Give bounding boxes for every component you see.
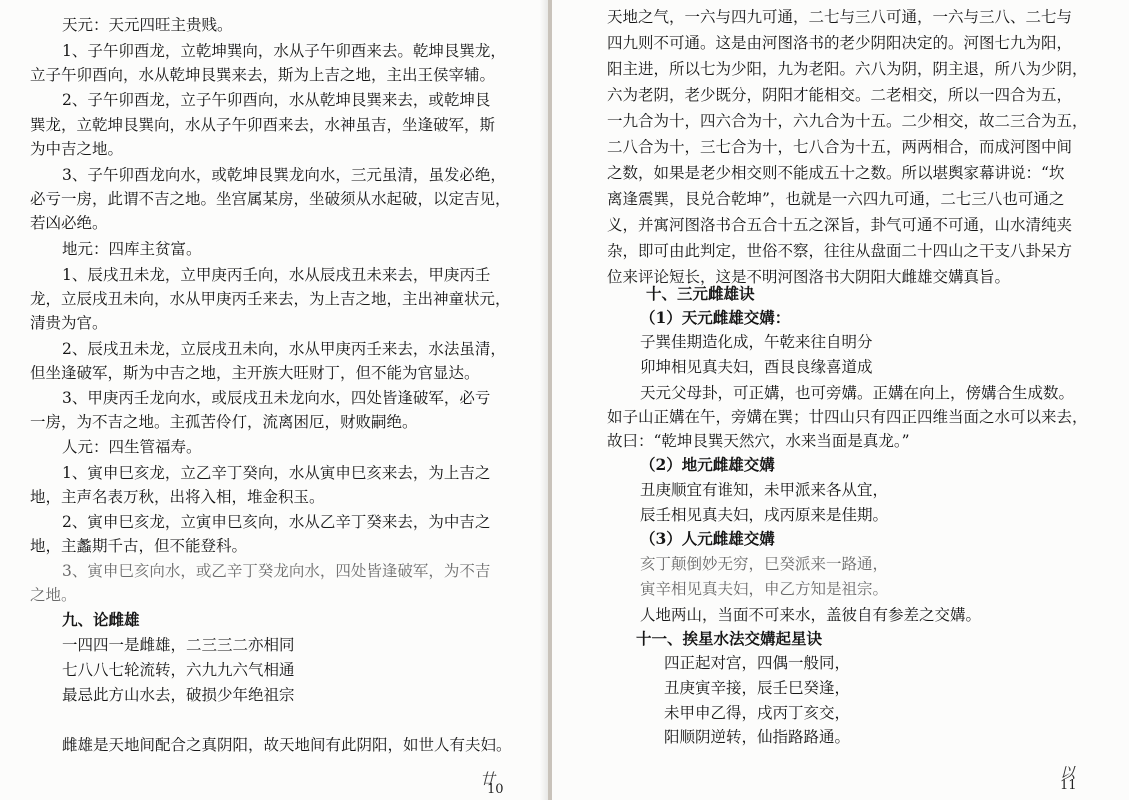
text-line: 离逢震巽，艮兑合乾坤”，也就是一六四九可通，二七三八也可通之 <box>607 190 1065 208</box>
subsection-heading: （1）天元雌雄交媾： <box>640 308 791 327</box>
text-line: 杂，即可由此判定，世俗不察，往往从盘面二十四山之干支八卦呆方 <box>607 242 1073 260</box>
handwritten-mark: 以 <box>1060 764 1076 782</box>
verse-line: 辰壬相见真夫妇，戌丙原来是佳期。 <box>640 506 889 524</box>
subsection-heading: （3）人元雌雄交媾 <box>640 529 775 548</box>
verse-line: 丑庚顺宜有谁知，未甲派来各从宜， <box>640 481 889 499</box>
text-line: 1、辰戌丑未龙，立甲庚丙壬向，水从辰戌丑未来去，甲庚丙壬 <box>62 266 491 284</box>
text-line: 之地。 <box>30 586 77 604</box>
text-line: 1、子午卯酉龙，立乾坤巽向，水从子午卯酉来去。乾坤艮巽龙， <box>62 42 506 60</box>
verse-line: 寅辛相见真夫妇，申乙方知是祖宗。 <box>640 580 889 598</box>
text-line: 一房，为不吉之地。主孤苦伶仃，流离困厄，财败嗣绝。 <box>30 413 418 431</box>
handwritten-mark: 廿 <box>480 770 496 788</box>
text-line: 二八合为十，三七合为十，七八合为十五，两两相合，而成河图中间 <box>607 138 1073 156</box>
text-line: 一九合为十，四六合为十，六九合为十五。二少相交，故二三合为五， <box>607 112 1088 130</box>
text-line: 如子山正媾在午，旁媾在巽；廿四山只有四正四维当面之水可以来去， <box>607 408 1088 426</box>
gutter-shadow <box>540 0 548 800</box>
chapter-heading: 十一、挨星水法交媾起星诀 <box>636 629 823 648</box>
text-line: 人地两山，当面不可来水，盖彼自有参差之交媾。 <box>640 606 982 624</box>
page-number: 10 <box>487 782 504 797</box>
verse-line: 未甲申乙得，戌丙丁亥交， <box>664 704 851 722</box>
text-line: 天地之气，一六与四九可通，二七与三八可通，一六与三八、二七与 <box>607 8 1073 26</box>
text-line: 清贵为官。 <box>30 314 108 332</box>
chapter-heading: 九、论雌雄 <box>62 610 140 629</box>
text-line: 立子午卯酉向，水从乾坤艮巽来去，斯为上吉之地，主出王侯宰辅。 <box>30 66 496 84</box>
text-line: 阳主进，所以七为少阳，九为老阳。六八为阴，阴主退，所八为少阴， <box>607 60 1088 78</box>
text-line: 四九则不可通。这是由河图洛书的老少阴阳决定的。河图七九为阳， <box>607 34 1073 52</box>
chapter-heading: 十、三元雌雄诀 <box>646 284 755 303</box>
text-line: 雌雄是天地间配合之真阴阳，故天地间有此阴阳，如世人有夫妇。 <box>62 736 512 754</box>
section-heading: 人元：四生管福寿。 <box>62 438 202 456</box>
left-page <box>0 0 548 800</box>
text-line: 2、寅申巳亥龙，立寅申巳亥向，水从乙辛丁癸来去，为中吉之 <box>62 513 491 531</box>
text-line: 必亏一房，此谓不吉之地。坐宫属某房，坐破须从水起破，以定吉见， <box>30 190 511 208</box>
text-line: 六为老阴，老少既分，阴阳才能相交。二老相交，所以一四合为五， <box>607 86 1073 104</box>
page-number: 11 <box>1060 778 1077 793</box>
text-line: 2、辰戌丑未龙，立辰戌丑未向，水从甲庚丙壬来去，水法虽清， <box>62 340 506 358</box>
text-line: 位来评论短长，这是不明河图洛书大阴阳大雌雄交媾真旨。 <box>607 268 1011 286</box>
verse-line: 一四四一是雌雄，二三三二亦相同 <box>62 636 295 654</box>
right-page <box>552 0 1129 800</box>
verse-line: 最忌此方山水去，破损少年绝祖宗 <box>62 686 295 704</box>
verse-line: 四正起对宫，四偶一般同， <box>664 654 851 672</box>
text-line: 但坐逢破军，斯为中吉之地，主开族大旺财丁，但不能为官显达。 <box>30 364 480 382</box>
text-line: 巽龙，立乾坤艮巽向，水从子午卯酉来去，水神虽吉，坐逢破军，斯 <box>30 116 496 134</box>
text-line: 3、寅申巳亥向水，或乙辛丁癸龙向水，四处皆逢破军，为不吉 <box>62 562 491 580</box>
text-line: 天元：天元四旺主贵贱。 <box>62 16 233 34</box>
text-line: 1、寅申巳亥龙，立乙辛丁癸向，水从寅申巳亥来去，为上吉之 <box>62 464 491 482</box>
subsection-heading: （2）地元雌雄交媾 <box>640 455 775 474</box>
text-line: 若凶必绝。 <box>30 214 108 232</box>
verse-line: 亥丁颠倒妙无穷，巳癸派来一路通， <box>640 555 889 573</box>
text-line: 天元父母卦，可正媾，也可旁媾。正媾在向上，傍媾合生成数。 <box>640 384 1075 402</box>
verse-line: 子巽佳期造化成，午乾来往自明分 <box>640 333 873 351</box>
text-line: 2、子午卯酉龙，立子午卯酉向，水从乾坤艮巽来去，或乾坤艮 <box>62 91 491 109</box>
verse-line: 卯坤相见真夫妇，酉艮良缘喜道成 <box>640 358 873 376</box>
text-line: 之数，如果是老少相交则不能成五十之数。所以堪舆家幕讲说：“坎 <box>607 164 1065 182</box>
text-line: 故曰：“乾坤艮巽天然穴，水来当面是真龙。” <box>607 432 910 450</box>
text-line: 龙，立辰戌丑未向，水从甲庚丙壬来去，为上吉之地，主出神童状元， <box>30 290 511 308</box>
text-line: 3、子午卯酉龙向水，或乾坤艮巽龙向水，三元虽清，虽发必绝， <box>62 166 506 184</box>
text-line: 地，主声名表万秋，出将入相，堆金积玉。 <box>30 488 325 506</box>
text-line: 为中吉之地。 <box>30 140 124 158</box>
text-line: 地，主蠡期千古，但不能登科。 <box>30 537 248 555</box>
verse-line: 阳顺阴逆转，仙指路路通。 <box>664 728 851 746</box>
section-heading: 地元：四库主贫富。 <box>62 240 202 258</box>
text-line: 义，并寓河图洛书合五合十五之深旨，卦气可通不可通，山水清纯夹 <box>607 216 1073 234</box>
verse-line: 七八八七轮流转，六九九六气相通 <box>62 661 295 679</box>
text-line: 3、甲庚丙壬龙向水，或辰戌丑未龙向水，四处皆逢破军，必亏 <box>62 389 491 407</box>
verse-line: 丑庚寅辛接，辰壬巳癸逢， <box>664 679 851 697</box>
